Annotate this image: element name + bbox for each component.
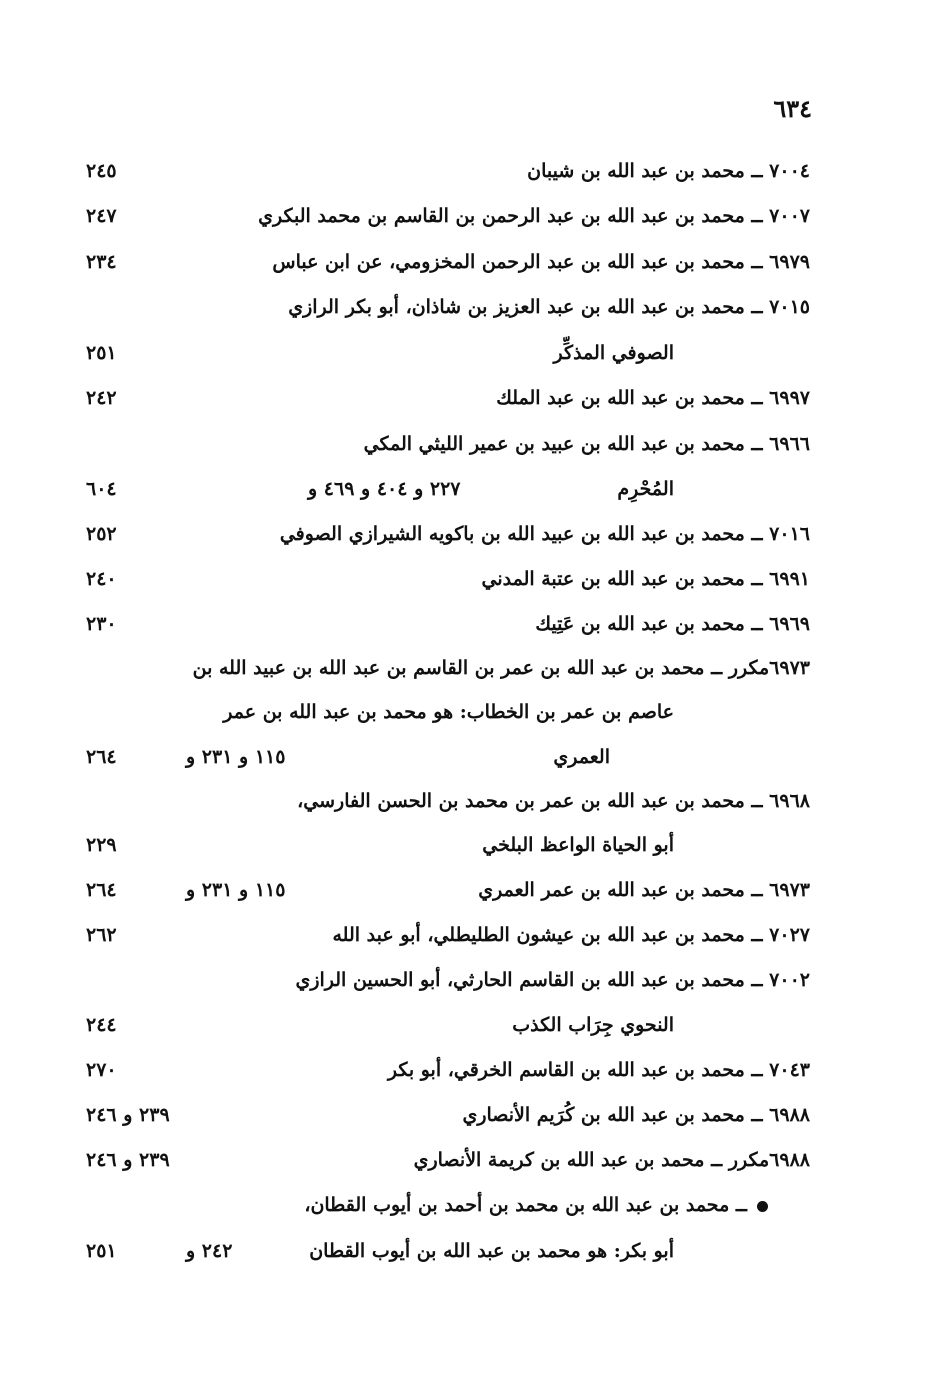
entry-pages: ٢٣٩ و ٢٤٦: [86, 1104, 170, 1126]
index-line: [0, 427, 928, 461]
entry-pages: ٢٣٠: [86, 613, 117, 635]
index-line: [0, 154, 928, 188]
entry-pages: ٢٥١: [86, 342, 117, 364]
index-line: [0, 199, 928, 233]
entry-pages: ٢٧٠: [86, 1059, 117, 1081]
entry-text: عاصم بن عمر بن الخطاب: هو محمد بن عبد الله بن عمر: [223, 701, 674, 723]
index-line: [0, 517, 928, 551]
entry-text: أبو بكر: هو محمد بن عبد الله بن أيوب القطان: [309, 1240, 674, 1262]
index-line: [0, 1053, 928, 1087]
index-line: [0, 918, 928, 952]
entry-text: ٧٠٤٣ ــ محمد بن عبد الله بن القاسم الخرقي، أبو بكر: [387, 1059, 810, 1081]
entry-text: ٦٩٨٨ ــ محمد بن عبد الله بن كُرَيم الأنصاري: [462, 1104, 810, 1126]
entry-text: ٧٠٠٧ ــ محمد بن عبد الله بن عبد الرحمن بن القاسم بن محمد البكري: [258, 205, 810, 227]
entry-text: ٦٩٧٣مكرر ــ محمد بن عبد الله بن عمر بن القاسم بن عبد الله بن عبيد الله بن: [192, 657, 810, 679]
entry-text: ٧٠١٥ ــ محمد بن عبد الله بن عبد العزيز بن شاذان، أبو بكر الرازي: [288, 296, 810, 318]
entry-text: أبو الحياة الواعظ البلخي: [482, 834, 674, 856]
entry-pages-mid: ٢٤٢ و: [186, 1240, 233, 1262]
index-line: [0, 651, 928, 685]
index-line: [0, 381, 928, 415]
entry-text: ٦٩٩٧ ــ محمد بن عبد الله بن عبد الملك: [496, 387, 810, 409]
entry-pages: ٢٤٢: [86, 387, 117, 409]
entry-text: العمري: [553, 746, 610, 768]
index-line: [0, 1098, 928, 1132]
index-line: [0, 562, 928, 596]
entry-pages: ٢٦٤: [86, 879, 117, 901]
index-line: [0, 1188, 928, 1222]
entry-text: ٧٠٢٧ ــ محمد بن عبد الله بن عيشون الطليطلي، أبو عبد الله: [332, 924, 810, 946]
entry-pages: ٢٦٢: [86, 924, 117, 946]
entry-text: ٦٩٨٨مكرر ــ محمد بن عبد الله بن كريمة الأنصاري: [413, 1149, 810, 1171]
entry-text: [304, 1188, 768, 1222]
index-line: [0, 472, 928, 506]
entry-pages: ٦٠٤: [86, 478, 117, 500]
entry-pages: ٢٦٤: [86, 746, 117, 768]
index-line: [0, 873, 928, 907]
index-line: [0, 1008, 928, 1042]
index-line: [0, 1143, 928, 1177]
entry-pages: ٢٥٢: [86, 523, 117, 545]
index-line: [0, 290, 928, 324]
index-line: [0, 336, 928, 370]
entry-text-content: ــ محمد بن عبد الله بن محمد بن أحمد بن أيوب القطان،: [304, 1194, 747, 1216]
entry-pages: ٢٣٤: [86, 251, 117, 273]
entry-pages-mid: ١١٥ و ٢٣١ و: [186, 746, 286, 768]
entry-text: ٦٩٦٩ ــ محمد بن عبد الله بن عَتِيك: [535, 613, 810, 635]
entry-text: ٦٩٩١ ــ محمد بن عبد الله بن عتبة المدني: [481, 568, 810, 590]
entry-pages: ٢٣٩ و ٢٤٦: [86, 1149, 170, 1171]
entry-pages: ٢٢٩: [86, 834, 117, 856]
index-line: [0, 245, 928, 279]
entry-pages: ٢٤٧: [86, 205, 117, 227]
entry-text: ٧٠٠٢ ــ محمد بن عبد الله بن القاسم الحارثي، أبو الحسين الرازي: [295, 969, 810, 991]
entry-pages: ٢٤٥: [86, 160, 117, 182]
entry-pages-mid: ٢٢٧ و ٤٠٤ و ٤٦٩ و: [308, 478, 461, 500]
index-line: [0, 607, 928, 641]
entry-pages-mid: ١١٥ و ٢٣١ و: [186, 879, 286, 901]
index-line: [0, 695, 928, 729]
index-line: [0, 784, 928, 818]
entry-pages: ٢٤٤: [86, 1014, 117, 1036]
entry-text: ٧٠٠٤ ــ محمد بن عبد الله بن شيبان: [527, 160, 810, 182]
index-line: [0, 963, 928, 997]
entry-text: ٦٩٧٣ ــ محمد بن عبد الله بن عمر العمري: [478, 879, 810, 901]
bullet-icon: [757, 1201, 768, 1212]
index-line: [0, 740, 928, 774]
entry-pages: ٢٤٠: [86, 568, 117, 590]
entry-text: ٦٩٦٦ ــ محمد بن عبد الله بن عبيد بن عمير الليثي المكي: [363, 433, 810, 455]
entry-text: المُحْرِم: [617, 478, 674, 500]
index-line: [0, 1234, 928, 1268]
entry-pages: ٢٥١: [86, 1240, 117, 1262]
entry-text: النحوي جِرَاب الكذب: [512, 1014, 674, 1036]
index-line: [0, 828, 928, 862]
entry-text: ٦٩٧٩ ــ محمد بن عبد الله بن عبد الرحمن المخزومي، عن ابن عباس: [272, 251, 810, 273]
entry-text: ٧٠١٦ ــ محمد بن عبد الله بن عبيد الله بن باكويه الشيرازي الصوفي: [279, 523, 810, 545]
entry-text: ٦٩٦٨ ــ محمد بن عبد الله بن عمر بن محمد بن الحسن الفارسي،: [297, 790, 810, 812]
entry-text: الصوفي المذكِّر: [553, 342, 674, 364]
page-number: ٦٣٤: [773, 94, 812, 123]
